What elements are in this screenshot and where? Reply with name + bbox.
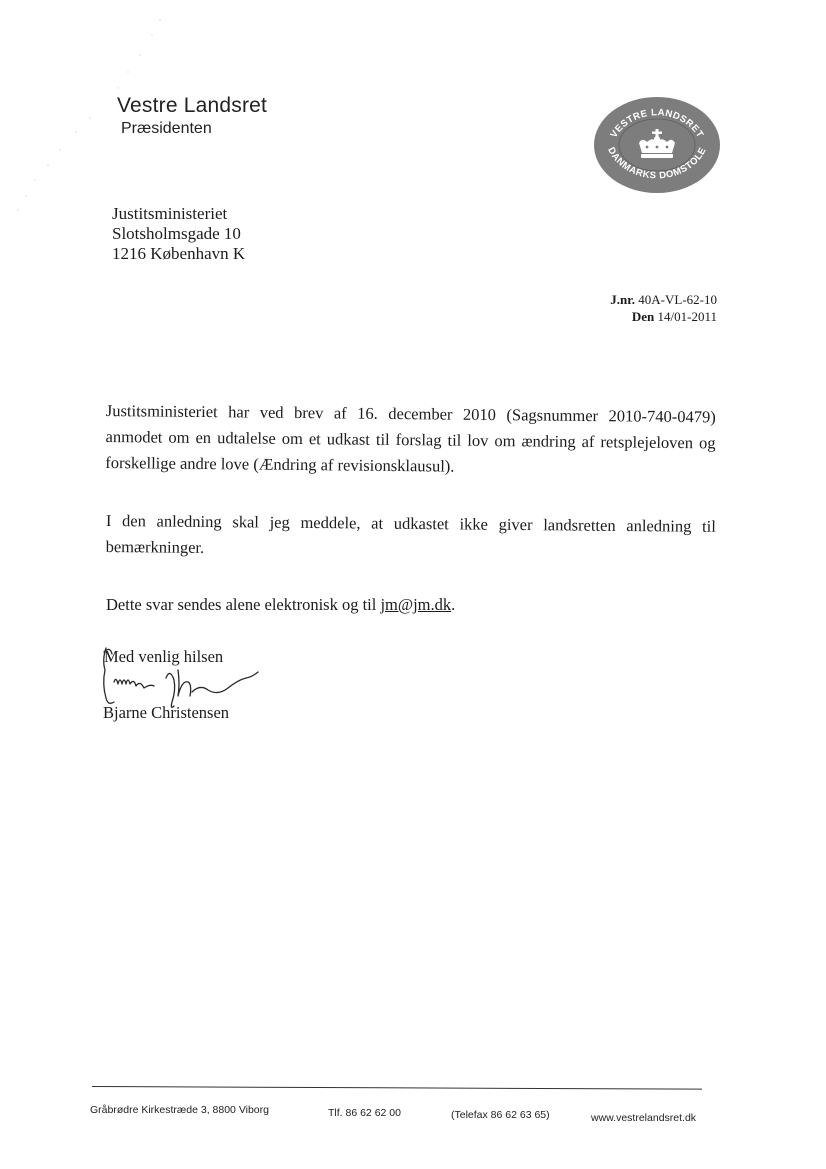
recipient-city: 1216 København K [112, 244, 246, 263]
journal-number [610, 292, 717, 307]
signer-name: Bjarne Christensen [103, 703, 230, 722]
closing-greeting: Med venlig hilsen [104, 647, 224, 666]
footer-divider [92, 1086, 702, 1090]
paragraph-3-end: . [451, 595, 456, 614]
footer-fax: (Telefax 86 62 63 65) [451, 1109, 550, 1121]
court-seal-icon [592, 95, 722, 195]
footer-address: Gråbrødre Kirkestræde 3, 8800 Viborg [90, 1104, 269, 1116]
date-value: 14/01-2011 [657, 309, 717, 324]
letter-date [632, 309, 717, 324]
recipient-street: Slotsholmsgade 10 [112, 224, 241, 243]
date-label: Den [631, 309, 655, 324]
body-paragraph-2: I den anledning skal jeg meddele, at udkastet ikke giver landsretten anledning til bemærkninger. [105, 510, 716, 557]
org-name: Vestre Landsret [117, 94, 268, 117]
footer-website[interactable]: www.vestrelandsret.dk [591, 1112, 697, 1124]
seal-top-text: VESTRE LANDSRET [608, 107, 706, 141]
footer-phone: Tlf. 86 62 62 00 [328, 1107, 401, 1119]
journal-value: 40A-VL-62-10 [638, 292, 717, 307]
paragraph-3-text: Dette svar sendes alene elektronisk og til [106, 595, 381, 614]
body-paragraph-1: Justitsministeriet har ved brev af 16. december 2010 (Sagsnummer 2010-740-0479) anmodet om en udtalelse om et udkast til forslag til lov om ændring af retsplejeloven og forskellige andre love (Ændring af revisionsklausul). [105, 400, 716, 476]
journal-label: J.nr. [610, 292, 636, 307]
seal-bottom-text: DANMARKS DOMSTOLE [605, 145, 709, 182]
recipient-name: Justitsministeriet [112, 204, 228, 223]
department-name: Præsidenten [121, 120, 212, 137]
email-link[interactable]: jm@jm.dk [380, 595, 452, 614]
body-paragraph-3 [106, 592, 716, 618]
